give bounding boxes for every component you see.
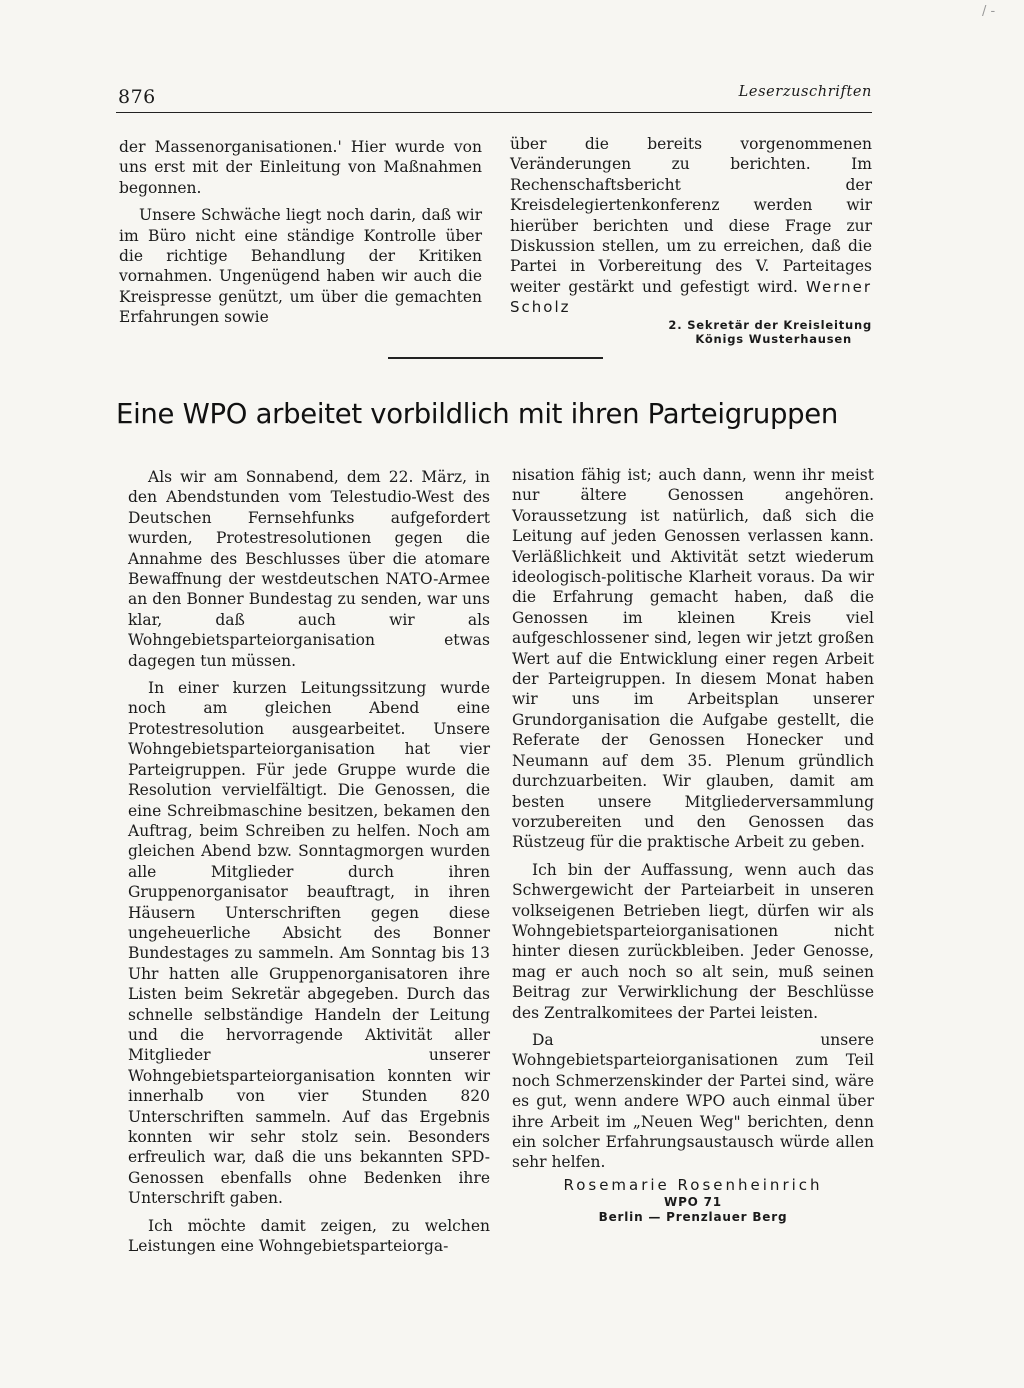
letter1-column-right <box>510 134 872 346</box>
letter1-paragraph <box>510 134 872 318</box>
page-number: 876 <box>118 86 156 108</box>
article-paragraph: Als wir am Sonnabend, dem 22. März, in den Abendstunden vom Telestudio-West des Deutschen Fernsehfunks aufgefordert wurden, Protestresolutionen gegen die Annahme des Beschlusses über die atomare Bewaffnung der westdeutschen NATO-Armee an den Bonner Bundestag zu senden, war uns klar, daß auch wir als Wohngebietsparteiorganisation etwas dagegen tun müssen. <box>128 468 490 670</box>
article-signature-unit: WPO 71 <box>664 1195 722 1210</box>
letter1-paragraph: der Massenorganisationen.' Hier wurde von uns erst mit der Einleitung von Maßnahmen begonnen. <box>119 138 482 197</box>
letter1-signature-place: Königs Wusterhausen <box>695 331 852 346</box>
article-paragraph: nisation fähig ist; auch dann, wenn ihr meist nur ältere Genossen angehören. Voraussetzung ist natürlich, daß sich die Leitung auf jeden Genossen verlassen kann. Verläßlichkeit und Aktivität setzt wiederum ideologisch-politische Klarheit voraus. Da wir die Erfahrung gemacht haben, daß die Genossen im kleinen Kreis viel aufgeschlossener sind, legen wir jetzt großen Wert auf die Entwicklung einer regen Arbeit der Parteigruppen. In diesem Monat haben wir uns im Arbeitsplan unserer Grundorganisation die Aufgabe gestellt, die Referate der Genossen Honecker und Neumann auf dem 35. Plenum gründlich durchzuarbeiten. Wir glauben, damit am besten unsere Mitgliederversammlung vorzubereiten und den Genossen das Rüstzeug für die praktische Arbeit zu geben. <box>512 466 874 852</box>
section-divider <box>388 357 603 359</box>
article-paragraph: Ich bin der Auffassung, wenn auch das Schwergewicht der Parteiarbeit in unseren volkseigenen Betrieben liegt, dürfen wir als Wohngebietsparteiorganisationen nicht hinter diesen zurückbleiben. Jeder Genosse, mag er auch noch so alt sein, muß seinen Beitrag zur Verwirklichung der Beschlüsse des Zentralkomitees der Partei leisten. <box>512 860 874 1022</box>
margin-mark: / - <box>982 4 996 19</box>
article-column-right <box>512 465 874 1225</box>
header-rule <box>116 112 872 113</box>
letter1-signature-role: 2. Sekretär der Kreisleitung <box>668 317 872 332</box>
letter1-signature-name: Werner Scholz <box>510 277 872 317</box>
article-paragraph: In einer kurzen Leitungssitzung wurde noch am gleichen Abend eine Protestresolution ausgearbeitet. Unsere Wohngebietsparteiorganisation hat vier Parteigruppen. Für jede Gruppe wurde die Resolution vervielfältigt. Die Genossen, die eine Schreibmaschine besitzen, bekamen den Auftrag, beim Schreiben zu helfen. Noch am gleichen Abend bzw. Sonntagmorgen wurden alle Mitglieder durch ihren Gruppenorganisator beauftragt, in ihren Häusern Unterschriften gegen diese ungeheuerliche Absicht des Bonner Bundestages zu sammeln. Am Sonntag bis 13 Uhr hatten alle Gruppenorganisatoren ihre Listen beim Sekretär abgegeben. Durch das schnelle selbständige Handeln der Leitung und die hervorragende Aktivität aller Mitglieder unserer Wohngebietsparteiorganisation konnten wir innerhalb von vier Stunden 820 Unterschriften sammeln. Auf das Ergebnis konnten wir sehr stolz sein. Besonders erfreulich war, daß die uns bekannten SPD-Genossen ebenfalls ohne Bedenken ihre Unterschrift gaben. <box>128 679 490 1208</box>
article-signature-name: Rosemarie Rosenheinrich <box>563 1175 823 1194</box>
letter1-paragraph: Unsere Schwäche liegt noch darin, daß wir im Büro nicht eine ständige Kontrolle über die richtige Behandlung der Kritiken vornahmen. Ungenügend haben wir auch die Kreispresse genützt, um über die gemachten Erfahrungen sowie <box>119 206 482 327</box>
letter1-column-left <box>119 137 482 328</box>
article-column-left <box>128 467 490 1256</box>
article-title: Eine WPO arbeitet vorbildlich mit ihren Parteigruppen <box>116 398 839 430</box>
article-paragraph: Ich möchte damit zeigen, zu welchen Leistungen eine Wohngebietsparteiorga- <box>128 1216 490 1256</box>
letter1-closing-text: über die bereits vorgenommenen Veränderungen zu berichten. Im Rechenschaftsbericht der Kreisdelegiertenkonferenz werden wir hierüber berichten und diese Frage zur Diskussion stellen, um zu erreichen, daß die Partei in Vorbereitung des V. Parteitages weiter gestärkt und gefestigt wird. <box>510 135 872 296</box>
section-label: Leserzuschriften <box>738 84 872 100</box>
article-signature-place: Berlin — Prenzlauer Berg <box>598 1210 788 1225</box>
article-paragraph: Da unsere Wohngebietsparteiorganisationen zum Teil noch Schmerzenskinder der Partei sind, wäre es gut, wenn andere WPO auch einmal über ihre Arbeit im „Neuen Weg" berichten, denn ein solcher Erfahrungsaustausch würde allen sehr helfen. <box>512 1030 874 1172</box>
